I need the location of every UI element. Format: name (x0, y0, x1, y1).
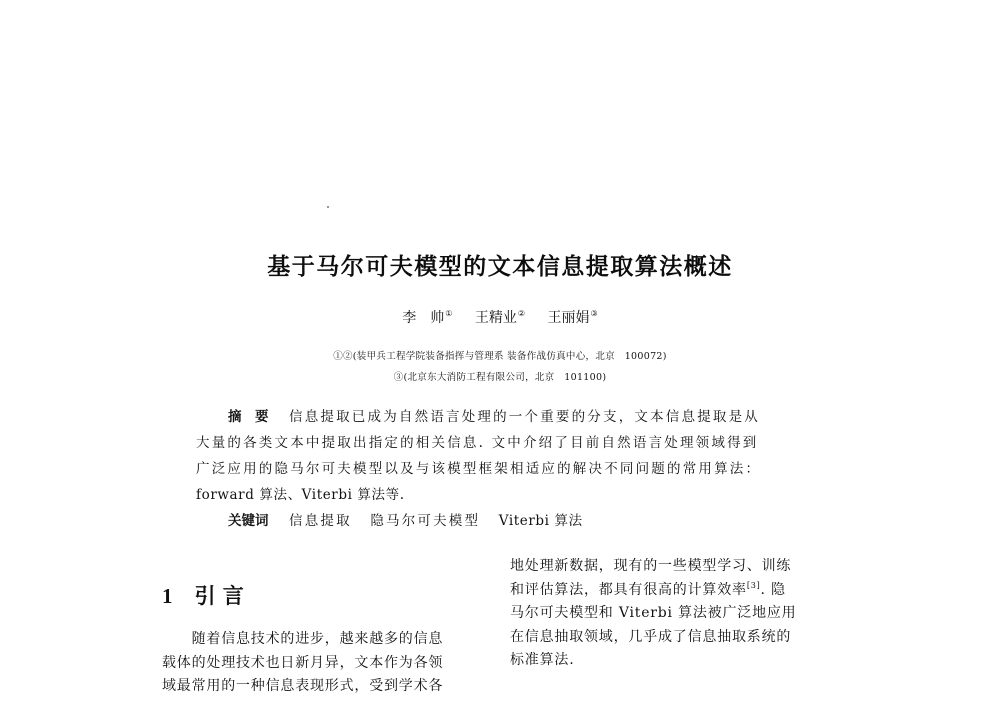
affiliation-mark: ① (445, 309, 453, 318)
abstract-text: 信息提取已成为自然语言处理的一个重要的分支，文本信息提取是从 (289, 409, 760, 425)
abstract-label: 摘 要 (228, 409, 269, 425)
body-line: 地处理新数据，现有的一些模型学习、训练 (510, 558, 792, 574)
section-title: 引 言 (194, 583, 244, 608)
citation-ref: [3] (746, 580, 761, 590)
left-column (162, 628, 480, 699)
keywords-label: 关键词 (228, 513, 269, 529)
keyword: Viterbi 算法 (498, 513, 583, 529)
abstract-line: 大量的各类文本中提取出指定的相关信息. 文中介绍了目前自然语言处理领域得到 (196, 435, 759, 451)
section-number: 1 (162, 584, 173, 608)
right-column (510, 555, 830, 673)
body-text: 和评估算法，都具有很高的计算效率 (510, 581, 747, 598)
body-line: 域最常用的一种信息表现形式，受到学术各 (162, 678, 444, 694)
body-line: 随着信息技术的进步，越来越多的信息 (162, 631, 444, 647)
affiliation-mark: ② (517, 309, 526, 318)
author-name: 王精业 (474, 310, 517, 326)
abstract-line: 广泛应用的隐马尔可夫模型以及与该模型框架相适应的解决不同问题的常用算法： (196, 461, 762, 477)
affiliation-1: ①②(装甲兵工程学院装备指挥与管理系 装备作战仿真中心，北京 100072) (333, 351, 667, 362)
author-list (0, 307, 1000, 327)
body-line: 在信息抽取领域，几乎成了信息抽取系统的 (510, 628, 792, 645)
scan-speck (327, 206, 329, 208)
author-name: 王丽娟 (547, 310, 590, 326)
keywords (228, 509, 583, 529)
affiliation-2: ③(北京东大消防工程有限公司，北京 101100) (393, 372, 607, 383)
affiliation-mark: ③ (590, 309, 598, 318)
section-heading (162, 580, 244, 610)
keyword: 隐马尔可夫模型 (370, 513, 481, 529)
author (548, 310, 598, 326)
abstract-line (228, 405, 760, 425)
author (402, 310, 452, 326)
body-line (510, 579, 830, 603)
body-line: 马尔可夫模型和 Viterbi 算法被广泛地应用 (510, 605, 797, 621)
paper-title: 基于马尔可夫模型的文本信息提取算法概述 (267, 254, 733, 280)
body-line: 载体的处理技术也日新月异，文本作为各领 (162, 654, 444, 671)
author-name: 李 帅 (402, 310, 445, 326)
keyword: 信息提取 (289, 513, 352, 529)
author (475, 310, 525, 326)
body-line: 标准算法. (510, 652, 575, 668)
abstract-line: forward 算法、Viterbi 算法等. (196, 487, 405, 503)
body-text: . 隐 (760, 581, 786, 598)
